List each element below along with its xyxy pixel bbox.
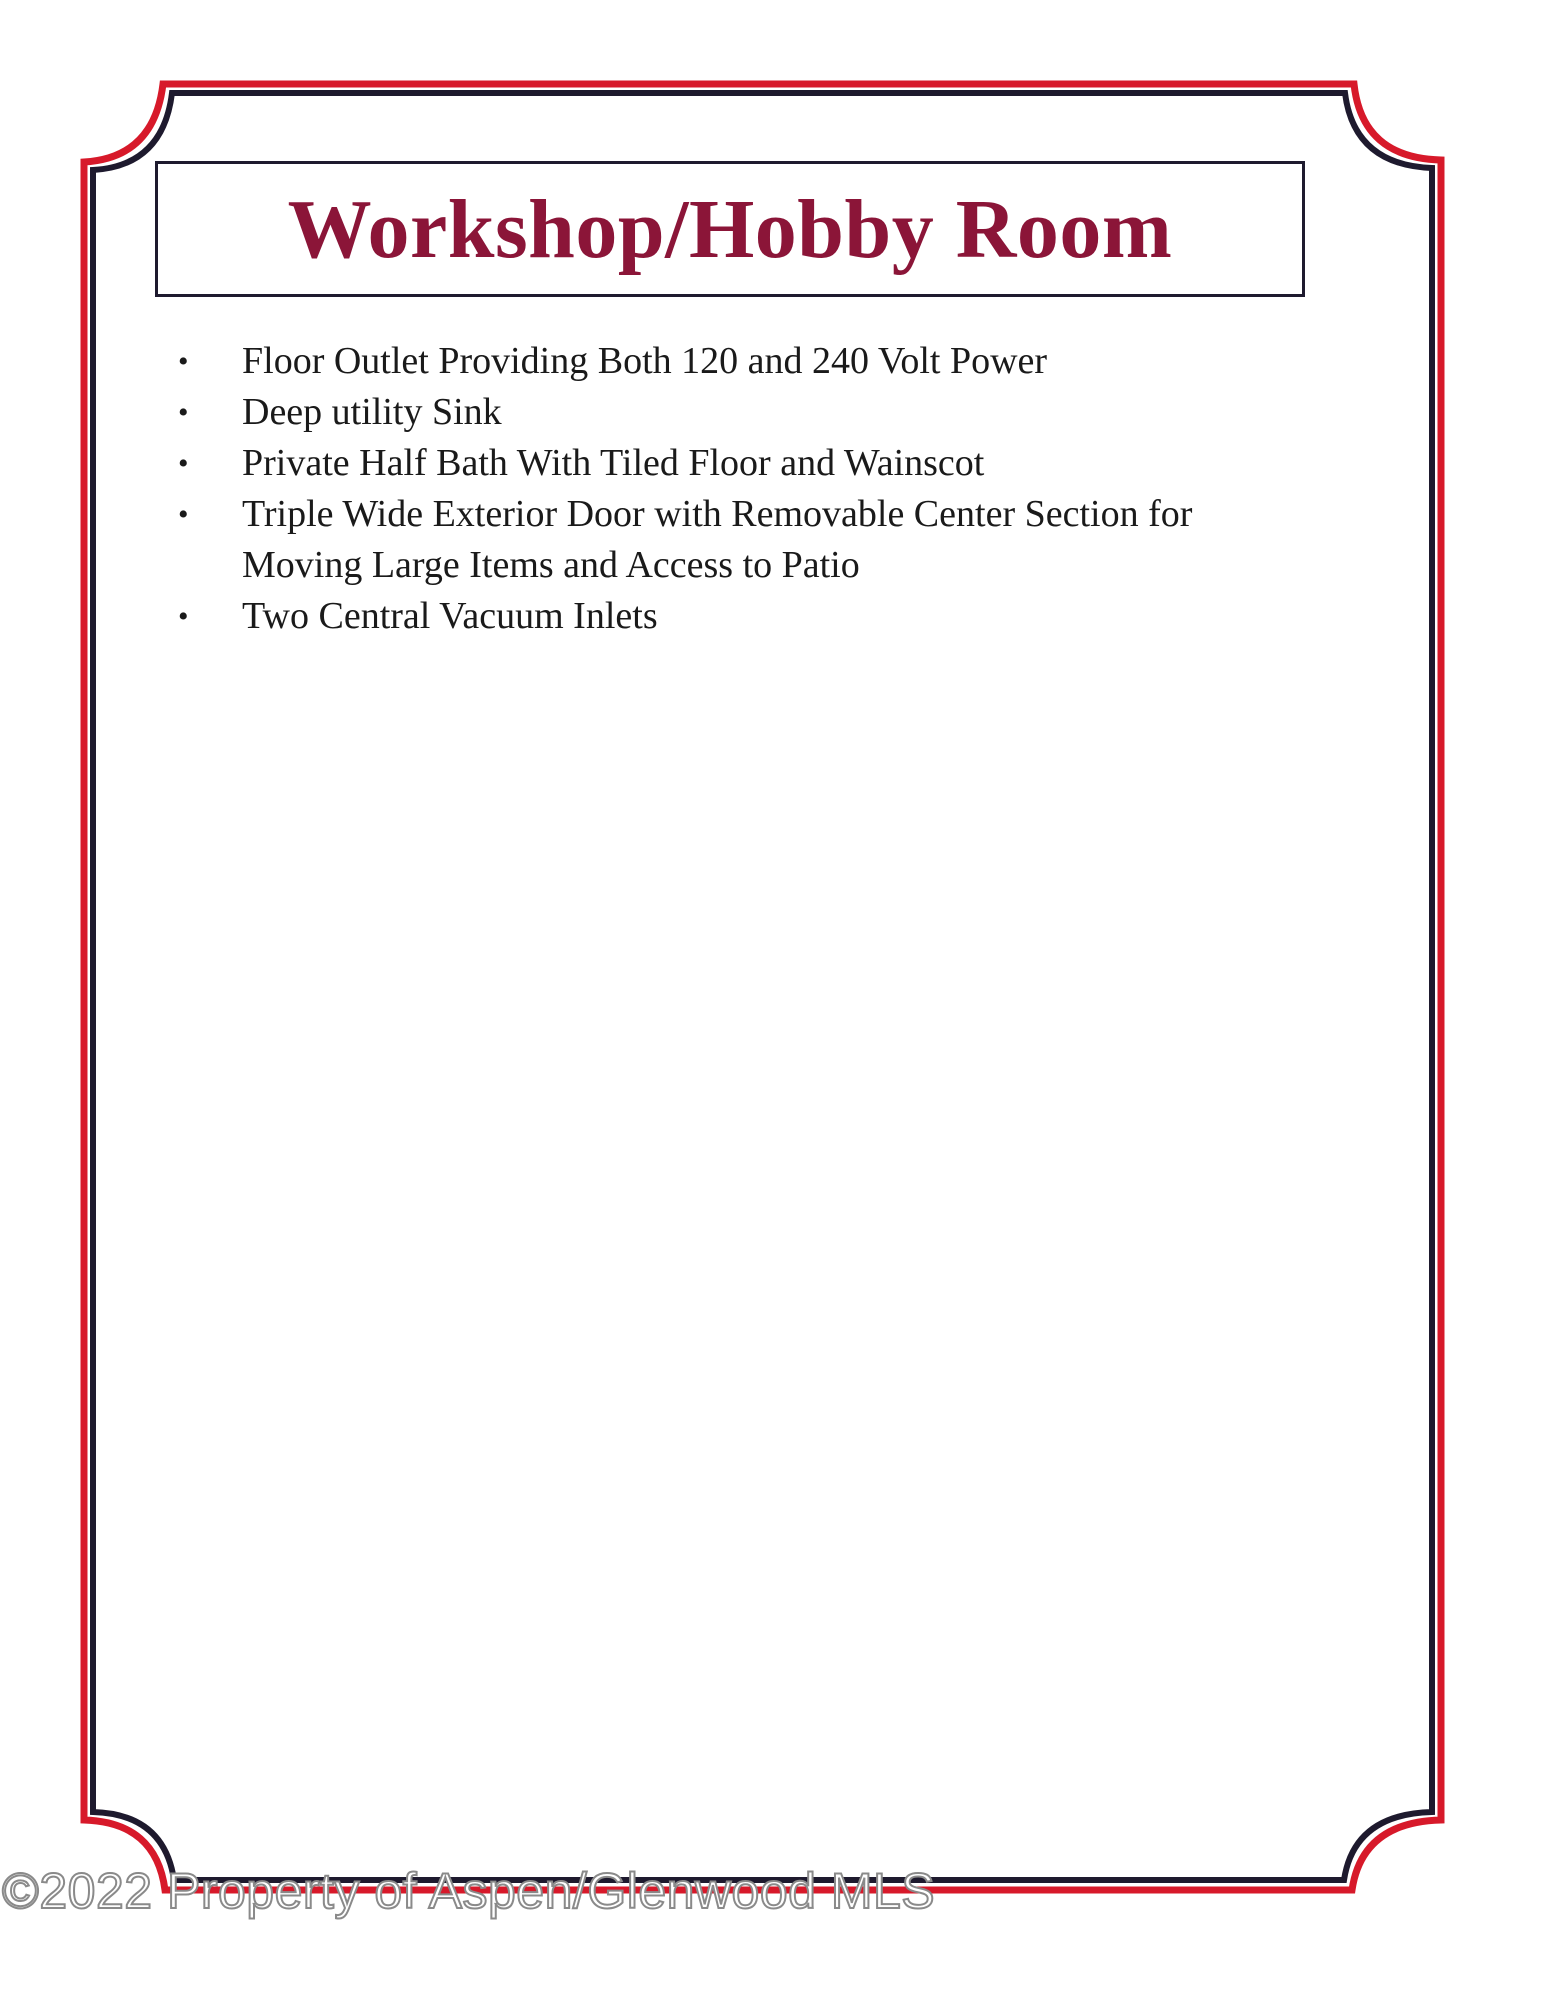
feature-item (172, 591, 1322, 642)
page-title: Workshop/Hobby Room (287, 182, 1173, 276)
title-box (155, 161, 1305, 297)
feature-text: Triple Wide Exterior Door with Removable Center Section for Moving Large Items and Access to Patio (242, 493, 1193, 586)
feature-item (172, 387, 1322, 438)
bullet-icon: • (178, 396, 189, 429)
bullet-icon: • (178, 498, 189, 531)
watermark: ©2022 Property of Aspen/Glenwood MLS (2, 1863, 936, 1919)
feature-text: Deep utility Sink (242, 391, 502, 433)
feature-text: Floor Outlet Providing Both 120 and 240 Volt Power (242, 340, 1048, 382)
bullet-icon: • (178, 345, 189, 378)
feature-text: Private Half Bath With Tiled Floor and Wainscot (242, 442, 985, 484)
feature-text: Two Central Vacuum Inlets (242, 595, 658, 637)
feature-item (172, 489, 1322, 591)
bullet-icon: • (178, 600, 189, 633)
feature-item (172, 336, 1322, 387)
bullet-icon: • (178, 447, 189, 480)
feature-list (172, 336, 1322, 642)
feature-item (172, 438, 1322, 489)
